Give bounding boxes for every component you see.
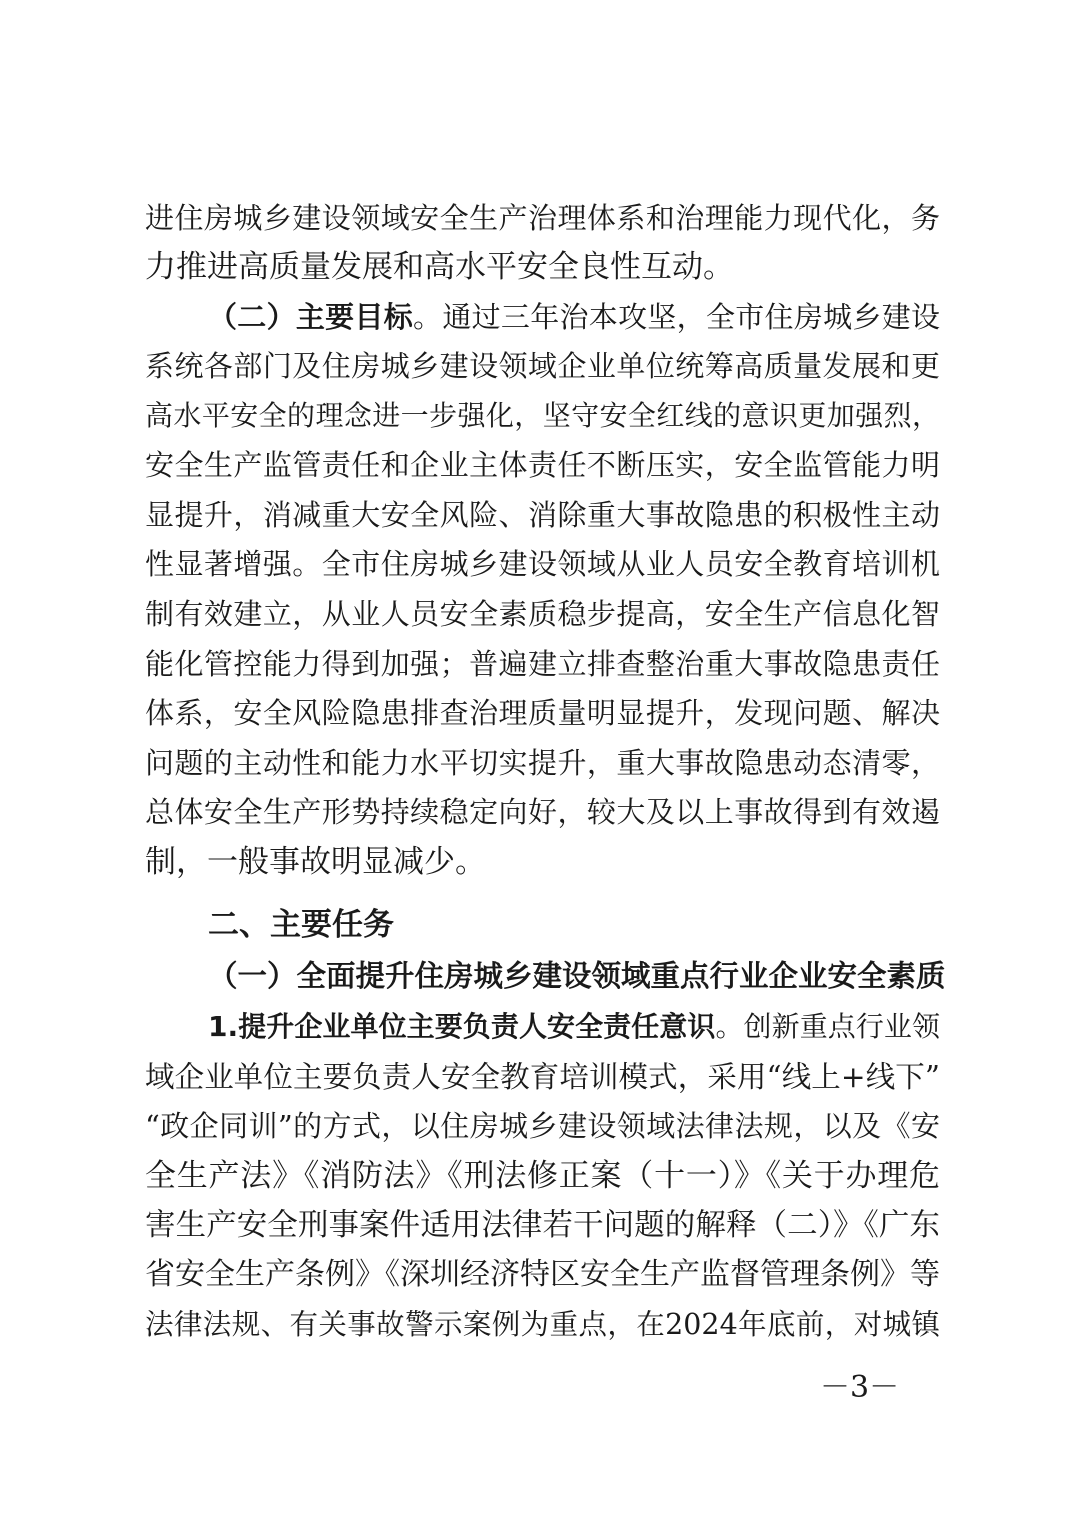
paragraph-line: 能化管控能力得到加强；普遍建立排查整治重大事故隐患责任 [145,647,940,681]
paragraph-line: 问题的主动性和能力水平切实提升，重大事故隐患动态清零， [145,746,940,780]
paragraph-text: 。通过三年治本攻坚，全市住房城乡建设 [413,300,940,334]
paragraph-line: 系统各部门及住房城乡建设领域企业单位统筹高质量发展和更 [145,349,940,383]
paragraph-line: 体系，安全风险隐患排查治理质量明显提升，发现问题、解决 [145,696,940,730]
paragraph-line: 害生产安全刑事案件适用法律若干问题的解释（二）》《广东 [145,1208,940,1243]
paragraph-line: 域企业单位主要负责人安全教育培训模式，采用“线上+线下” [145,1060,940,1094]
subsection-heading: （一）全面提升住房城乡建设领域重点行业企业安全素质 [208,959,946,993]
paragraph-line: 制有效建立，从业人员安全素质稳步提高，安全生产信息化智 [145,597,940,631]
paragraph-line-main-goals [208,293,940,341]
paragraph-line: 省安全生产条例》《深圳经济特区安全生产监督管理条例》等 [145,1257,940,1292]
paragraph-line: 全生产法》《消防法》《刑法修正案（十一）》《关于办理危 [145,1158,940,1194]
paragraph-line: 显提升，消减重大安全风险、消除重大事故隐患的积极性主动 [145,498,940,532]
paragraph-line: 制，一般事故明显减少。 [145,844,486,880]
paragraph-line: “政企同训”的方式，以住房城乡建设领域法律法规，以及《安 [145,1109,940,1143]
item-label-1: 1.提升企业单位主要负责人安全责任意识 [208,1010,716,1043]
section-label-main-goals: （二）主要目标 [208,300,414,334]
paragraph-line: 力推进高质量发展和高水平安全良性互动。 [145,249,734,285]
page-number: －3－ [820,1370,900,1405]
paragraph-line: 法律法规、有关事故警示案例为重点，在2024年底前，对城镇 [145,1308,940,1341]
paragraph-line: 总体安全生产形势持续稳定向好，较大及以上事故得到有效遏 [145,795,940,829]
paragraph-line-item-1 [208,1003,940,1051]
paragraph-line: 安全生产监管责任和企业主体责任不断压实，安全监管能力明 [145,448,940,482]
paragraph-line: 进住房城乡建设领域安全生产治理体系和治理能力现代化，务 [145,201,940,235]
paragraph-text: 。创新重点行业领 [715,1010,940,1043]
paragraph-line: 性显著增强。全市住房城乡建设领域从业人员安全教育培训机 [145,547,940,581]
paragraph-line: 高水平安全的理念进一步强化，坚守安全红线的意识更加强烈， [145,399,940,432]
section-heading-main-tasks: 二、主要任务 [208,907,394,943]
